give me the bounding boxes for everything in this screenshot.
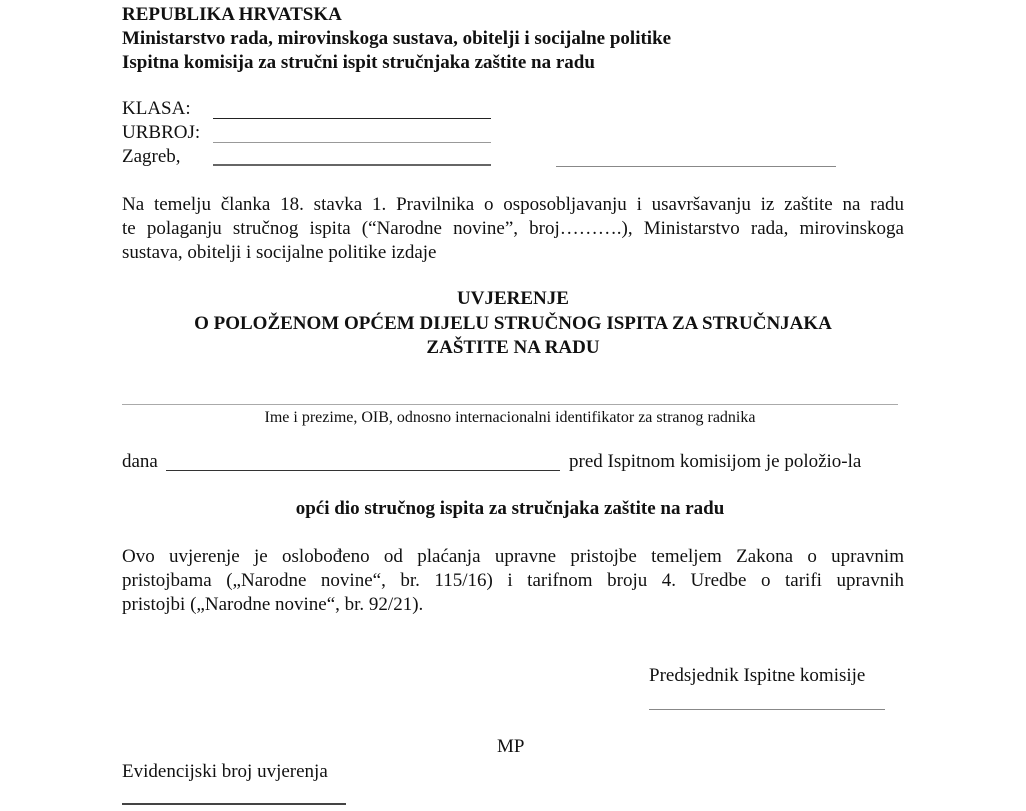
stamp-label: MP <box>497 736 525 757</box>
header-republic: REPUBLIKA HRVATSKA <box>122 4 342 25</box>
urbroj-label: URBROJ: <box>122 122 201 143</box>
klasa-label: KLASA: <box>122 98 191 119</box>
document-title: UVJERENJE <box>457 288 569 309</box>
document-subtitle-2: ZAŠTITE NA RADU <box>426 337 600 358</box>
evidence-number-field[interactable] <box>122 803 346 805</box>
exemption-line-2: pristojbama („Narodne novine“, br. 115/16) i tarifnom broju 4. Uredbe o tarifi upravnih <box>122 570 904 591</box>
intro-line-1: Na temelju članka 18. stavka 1. Pravilnika o osposobljavanju i usavršavanju iz zaštite na radu <box>122 194 904 215</box>
president-signature-field[interactable] <box>649 709 885 710</box>
intro-paragraph <box>122 193 904 265</box>
date-prefix: dana <box>122 451 158 472</box>
urbroj-field[interactable] <box>213 142 491 143</box>
intro-line-3: sustava, obitelji i socijalne politike izdaje <box>122 242 437 263</box>
exam-subject: opći dio stručnog ispita za stručnjaka zaštite na radu <box>295 498 725 519</box>
exemption-line-3: pristojbi („Narodne novine“, br. 92/21). <box>122 594 424 615</box>
name-field[interactable] <box>122 404 898 405</box>
header-ministry: Ministarstvo rada, mirovinskoga sustava, obitelji i socijalne politike <box>122 28 672 49</box>
evidence-label: Evidencijski broj uvjerenja <box>122 761 328 782</box>
exemption-paragraph <box>122 545 904 617</box>
date-field[interactable] <box>213 164 491 166</box>
document-subtitle: O POLOŽENOM OPĆEM DIJELU STRUČNOG ISPITA ZA STRUČNJAKA <box>194 313 832 334</box>
president-label: Predsjednik Ispitne komisije <box>649 665 866 686</box>
date-suffix: pred Ispitnom komisijom je položio-la <box>569 451 862 472</box>
exemption-line-1: Ovo uvjerenje je oslobođeno od plaćanja upravne pristojbe temeljem Zakona o upravnim <box>122 546 904 567</box>
name-field-caption: Ime i prezime, OIB, odnosno internacionalni identifikator za stranog radnika <box>264 409 756 426</box>
exam-date-field[interactable] <box>166 470 560 471</box>
zagreb-label: Zagreb, <box>122 146 181 167</box>
header-commission: Ispitna komisija za stručni ispit stručnjaka zaštite na radu <box>122 52 595 73</box>
klasa-field[interactable] <box>213 118 491 119</box>
intro-line-2: te polaganju stručnog ispita (“Narodne novine”, broj……….), Ministarstvo rada, mirovinskoga <box>122 218 904 239</box>
extra-field[interactable] <box>556 166 836 167</box>
